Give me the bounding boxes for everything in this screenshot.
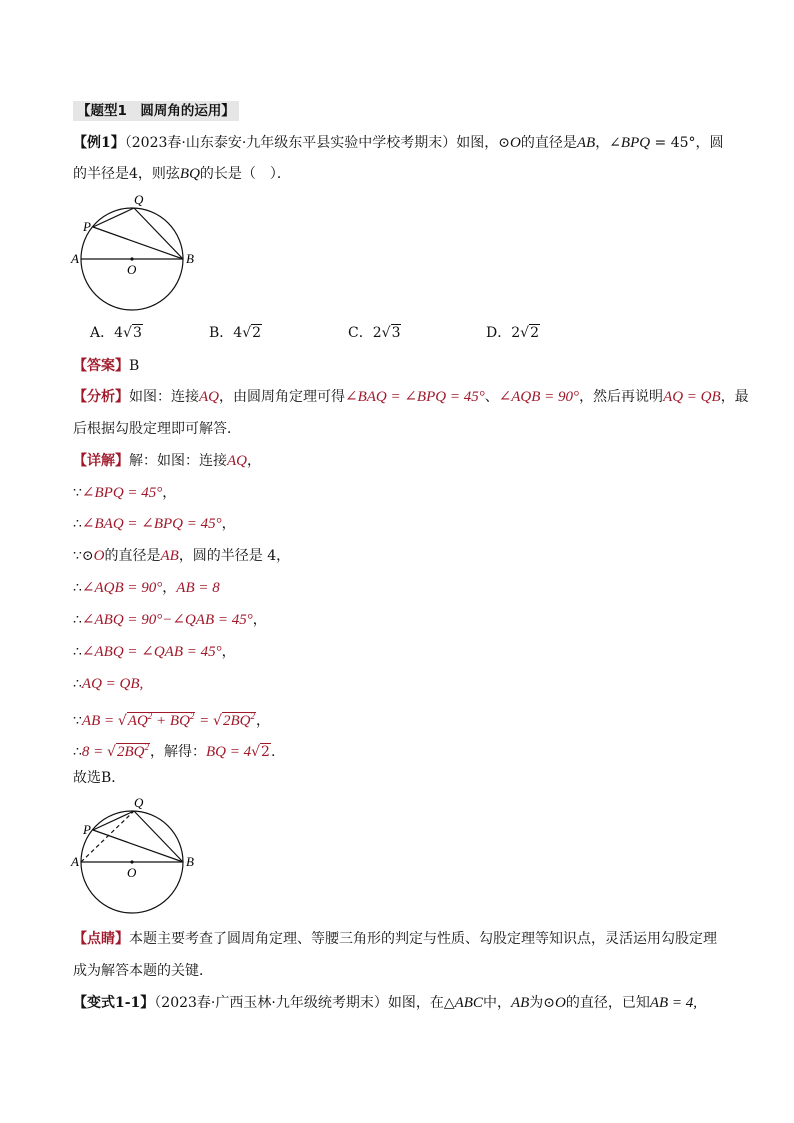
detail-tag: 【详解】 (73, 453, 129, 469)
variant-math: AB (510, 995, 530, 1011)
option-radicand: 2 (530, 325, 539, 341)
stem-text: 的直径是 (520, 135, 577, 151)
stem-var: BPQ (620, 135, 651, 151)
variant-math: O (555, 995, 566, 1011)
option-letter: C． (348, 325, 373, 341)
analysis-math: ∠AQB = 90° (498, 389, 580, 405)
option-radicand: 2 (252, 325, 262, 341)
label-q: Q (134, 192, 144, 207)
variant-tag: 【变式1-1】 (73, 995, 155, 1011)
detail-step-9: ∵AB = $√AQ^2 + BQ^2 = √2BQ^2$， (73, 711, 270, 729)
variant-math: AB = 4, (649, 995, 698, 1011)
detail-step-7 (73, 642, 236, 662)
detail-text: . (270, 744, 276, 760)
detail-text: ∴ (73, 676, 82, 692)
stem-var: O (510, 135, 521, 151)
detail-conclusion: 故选B． (73, 770, 126, 786)
stem-text: 如图，⊙ (456, 135, 511, 151)
option-radicand: 3 (132, 325, 142, 341)
detail-text: ， (252, 612, 267, 628)
detail-math: AB = 8 (176, 580, 220, 596)
detail-math: ∠ABQ = 90°−∠QAB = 45° (81, 612, 253, 628)
analysis-math: AQ (199, 389, 219, 405)
detail-line1 (73, 451, 261, 471)
analysis-text: 如图：连接 (129, 389, 199, 405)
detail-text: ， (255, 713, 270, 729)
detail-math: 8 = (81, 744, 108, 760)
analysis-text: ，最 (720, 389, 749, 405)
detail-text: ∴ (73, 580, 82, 596)
detail-text: ∵ (73, 485, 82, 501)
detail-math: ∠AQB = 90° (81, 580, 163, 596)
option-letter: B． (209, 325, 234, 341)
option-b[interactable]: B．4√2 (209, 325, 262, 341)
detail-step-5 (73, 578, 220, 598)
comment-text: 本题主要考查了圆周角定理、等腰三角形的判定与性质、勾股定理等知识点，灵活运用勾股定理 (129, 931, 717, 947)
option-coef: 4 (233, 325, 243, 341)
comment-line2: 成为解答本题的关键． (73, 963, 213, 979)
stem-text: 的长是（ ）． (199, 166, 291, 182)
detail-step-6 (73, 610, 267, 630)
detail-text: ，解得： (149, 744, 206, 760)
detail-exp: 2 (147, 711, 153, 721)
detail-text: ， (247, 453, 261, 469)
detail-math: AQ (227, 453, 247, 469)
comment-tag: 【点睛】 (73, 931, 129, 947)
detail-math: ∠BAQ = ∠BPQ = 45° (81, 516, 222, 532)
option-coef: 2 (372, 325, 382, 341)
detail-text: ∴ (73, 644, 82, 660)
detail-math: AQ (127, 713, 148, 729)
detail-math: AQ = QB, (81, 676, 144, 692)
detail-math: 2BQ (222, 713, 251, 729)
detail-step-2 (73, 483, 176, 503)
analysis-math: AQ = QB (663, 389, 721, 405)
variant-source: （2023春·广西玉林·九年级统考期末） (154, 995, 388, 1011)
option-a[interactable]: A．4√3 (90, 325, 142, 341)
comment-line1 (73, 929, 717, 949)
label-b: B (186, 854, 194, 869)
example-source: （2023春·山东泰安·九年级东平县实验中学校考期末） (124, 135, 457, 151)
detail-step-10: ∴8 = $√2BQ^2$，解得：BQ = 4√2. (73, 742, 276, 760)
option-c[interactable]: C．2√3 (348, 325, 401, 341)
detail-math: AB (160, 548, 179, 564)
analysis-line1 (73, 387, 749, 407)
detail-text: ， (162, 580, 177, 596)
label-a: A (71, 854, 79, 869)
variant-text: 为⊙ (529, 995, 556, 1011)
variant-line1 (73, 993, 697, 1013)
circle-figure (68, 190, 208, 318)
answer-value: B (129, 358, 140, 374)
detail-text: 的直径是 (104, 548, 161, 564)
analysis-text: ，然后再说明 (579, 389, 664, 405)
detail-text: 解：如图：连接 (129, 453, 227, 469)
detail-math: O (93, 548, 105, 564)
answer-tag: 【答案】 (73, 358, 129, 374)
label-o: O (127, 865, 137, 880)
option-d[interactable]: D．2√2 (486, 325, 539, 341)
detail-math: + BQ (152, 713, 190, 729)
option-coef: 4 (114, 325, 124, 341)
stem-var: AB (576, 135, 596, 151)
variant-text: 的直径，已知 (565, 995, 650, 1011)
answer-line (73, 356, 139, 376)
detail-math: = (195, 713, 214, 729)
label-q: Q (134, 795, 144, 810)
analysis-text: ，由圆周角定理可得 (219, 389, 345, 405)
option-radicand: 3 (391, 325, 401, 341)
detail-text: ∴ (73, 744, 82, 760)
label-a: A (71, 251, 79, 266)
detail-text: ∵⊙ (73, 548, 94, 564)
detail-text: ， (221, 644, 236, 660)
variant-math: ABC (454, 995, 483, 1011)
detail-text: ∴ (73, 612, 82, 628)
variant-text: 如图，在△ (387, 995, 455, 1011)
detail-text: ， (162, 485, 177, 501)
detail-math: 2BQ (116, 744, 145, 760)
detail-math: BQ = 4 (205, 744, 252, 760)
detail-text: ， (221, 516, 236, 532)
detail-exp: 2 (250, 711, 255, 721)
detail-text: ∴ (73, 516, 82, 532)
detail-text: ∵ (73, 713, 82, 729)
detail-step-4 (73, 546, 290, 566)
circle-figure-solution (68, 793, 208, 921)
detail-math: AB = (81, 713, 118, 729)
detail-text: ，圆的半径是 4， (178, 548, 291, 564)
detail-math: 2 (261, 744, 270, 760)
analysis-text: 、 (484, 389, 499, 405)
analysis-line2: 后根据勾股定理即可解答． (73, 421, 241, 437)
detail-step-8 (73, 674, 143, 694)
example-stem-line1 (73, 133, 724, 153)
label-p: P (83, 219, 91, 234)
detail-step-3 (73, 514, 236, 534)
detail-math: ∠ABQ = ∠QAB = 45° (81, 644, 222, 660)
option-coef: 2 (511, 325, 521, 341)
detail-math: ∠BPQ = 45° (81, 485, 163, 501)
section-heading: 【题型1 圆周角的运用】 (73, 101, 239, 121)
analysis-tag: 【分析】 (73, 389, 129, 405)
variant-text: 中， (482, 995, 511, 1011)
detail-exp: 2 (144, 742, 149, 752)
label-p: P (83, 822, 91, 837)
detail-exp: 2 (189, 711, 195, 721)
stem-text: 的半径是4，则弦 (73, 166, 180, 182)
stem-var: BQ (179, 166, 200, 182)
stem-text: ，∠ (595, 135, 621, 151)
stem-text: = 45°，圆 (650, 135, 724, 151)
option-letter: A． (90, 325, 115, 341)
option-letter: D． (486, 325, 512, 341)
label-o: O (127, 262, 137, 277)
example-stem-line2 (73, 164, 291, 184)
example-tag: 【例1】 (73, 135, 125, 151)
label-b: B (186, 251, 194, 266)
analysis-math: ∠BAQ = ∠BPQ = 45° (345, 389, 485, 405)
